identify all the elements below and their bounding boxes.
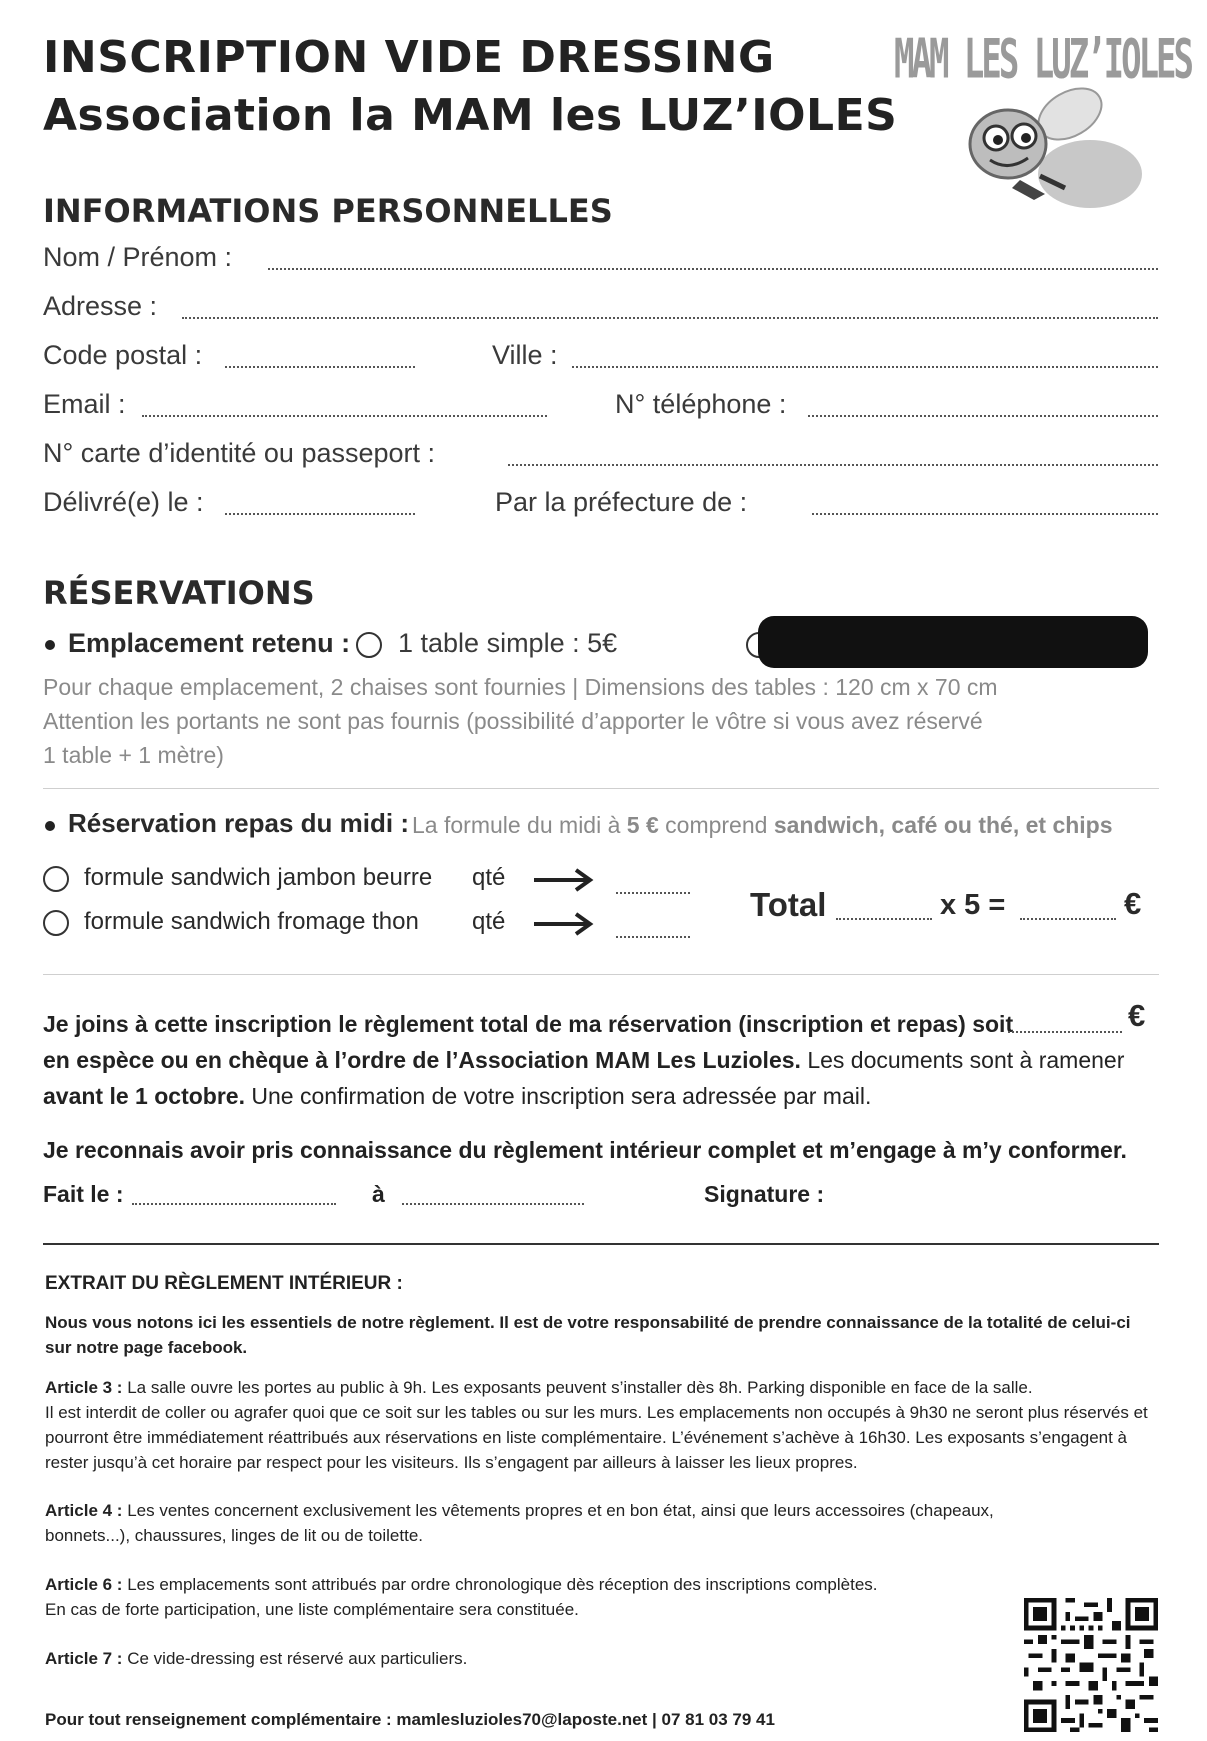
issued-date-label: Délivré(e) le : [43,487,204,517]
title-line-1: INSCRIPTION VIDE DRESSING [43,32,775,83]
logo [890,22,1191,222]
phone-field[interactable] [808,415,1158,417]
bullet [45,821,55,831]
divider [43,974,1159,975]
redaction-block [758,616,1148,668]
firefly-icon [950,84,1150,214]
email-field[interactable] [142,415,547,417]
total-amount-field[interactable] [1020,918,1116,920]
city-label: Ville : [492,340,558,370]
reservations-heading: RÉSERVATIONS [43,574,315,612]
article-6: Article 6 : Les emplacements sont attribués par ordre chronologique dès réception des inscriptions complètes. En cas de forte participation, une liste complémentaire sera constituée. [45,1575,878,1619]
divider [43,788,1159,789]
total-multiplier: x 5 = [940,889,1006,921]
divider-thick [43,1243,1159,1245]
location-note-3: 1 table + 1 mètre) [43,742,224,768]
simple-table-radio[interactable] [356,632,382,658]
prefecture-label: Par la préfecture de : [495,487,748,517]
cheese-tuna-radio[interactable] [43,910,69,936]
ham-qty-field[interactable] [616,892,690,894]
total-label: Total [750,886,827,923]
payment-amount-field[interactable] [1008,1031,1122,1033]
ham-qty-label: qté [472,864,506,891]
location-note-2: Attention les portants ne sont pas fournis (possibilité d’apporter le vôtre si vous avez réservé [43,708,983,734]
place-label: à [372,1181,385,1207]
ham-sandwich-label: formule sandwich jambon beurre [84,864,433,891]
location-note-1: Pour chaque emplacement, 2 chaises sont fournies | Dimensions des tables : 120 cm x 70 cm [43,674,998,700]
id-card-label: N° carte d’identité ou passeport : [43,438,436,468]
cheese-qty-label: qté [472,908,506,935]
address-label: Adresse : [43,291,158,321]
euro-sign: € [1128,998,1146,1033]
article-3: Article 3 : La salle ouvre les portes au public à 9h. Les exposants peuvent s’installer dès 8h. Parking disponible en face de la salle. Il est interdit de coller ou agrafer quoi que ce soit sur les tables ou sur les murs. Les emplacements non occupés à 9h30 ne seront plus réservés et pourront être immédiatement réattribués aux réservations en liste complémentaire. L’événement s’achève à 16h30. Les exposants s’engagent à rester jusqu’à cet horaire par respect pour les visiteurs. Ils s’engagent par ailleurs à laisser les lieux propres. [45,1378,1148,1472]
cheese-tuna-label: formule sandwich fromage thon [84,908,419,935]
postal-code-field[interactable] [225,366,415,368]
rules-heading: EXTRAIT DU RÈGLEMENT INTÉRIEUR : [45,1273,403,1294]
issued-date-field[interactable] [225,513,415,515]
cheese-qty-field[interactable] [616,936,690,938]
lunch-label: Réservation repas du midi : [68,808,409,838]
article-4: Article 4 : Les ventes concernent exclusivement les vêtements propres et en bon état, ainsi que leurs accessoires (chapeaux, bonnets...), chaussures, linges de lit ou de toilette. [45,1501,994,1545]
name-label: Nom / Prénom : [43,242,233,272]
logo-text: MAM LES LUZ’IOLES [894,28,1191,92]
article-7: Article 7 : Ce vide-dressing est réservé aux particuliers. [45,1649,468,1668]
personal-info-heading: INFORMATIONS PERSONNELLES [43,192,613,230]
arrow-right-icon [532,868,594,892]
prefecture-field[interactable] [812,513,1158,515]
place-field[interactable] [402,1203,584,1205]
city-field[interactable] [572,366,1158,368]
bullet [45,640,55,650]
phone-label: N° téléphone : [615,389,787,419]
title-line-2: Association la MAM les LUZ’IOLES [43,90,898,141]
euro-sign: € [1124,886,1142,921]
contact-info: Pour tout renseignement complémentaire : mamlesluzioles70@laposte.net | 07 81 03 79 41 [45,1710,775,1729]
acknowledgement: Je reconnais avoir pris connaissance du règlement intérieur complet et m’engage à m’y conformer. [43,1137,1127,1163]
simple-table-label: 1 table simple : 5€ [398,628,618,658]
date-field[interactable] [132,1203,336,1205]
rules-intro: Nous vous notons ici les essentiels de notre règlement. Il est de votre responsabilité de prendre connaissance de la totalité de celui-ci sur notre page facebook. [45,1313,1131,1357]
lunch-description: La formule du midi à 5 € comprend sandwich, café ou thé, et chips [412,812,1113,838]
email-label: Email : [43,389,126,419]
total-qty-field[interactable] [836,918,932,920]
name-field[interactable] [268,268,1158,270]
address-field[interactable] [182,317,1158,319]
payment-line-3: avant le 1 octobre. Une confirmation de votre inscription sera adressée par mail. [43,1083,872,1109]
postal-code-label: Code postal : [43,340,203,370]
arrow-right-icon [532,912,594,936]
payment-line-1: Je joins à cette inscription le règlement total de ma réservation (inscription et repas) soit [43,1011,1014,1037]
ham-sandwich-radio[interactable] [43,866,69,892]
id-card-field[interactable] [508,464,1158,466]
date-label: Fait le : [43,1181,124,1207]
signature-label: Signature : [704,1181,825,1207]
location-label: Emplacement retenu : [68,628,351,658]
payment-line-2: en espèce ou en chèque à l’ordre de l’Association MAM Les Luzioles. Les documents sont à ramener [43,1047,1125,1073]
qr-code-icon[interactable] [1024,1598,1158,1732]
